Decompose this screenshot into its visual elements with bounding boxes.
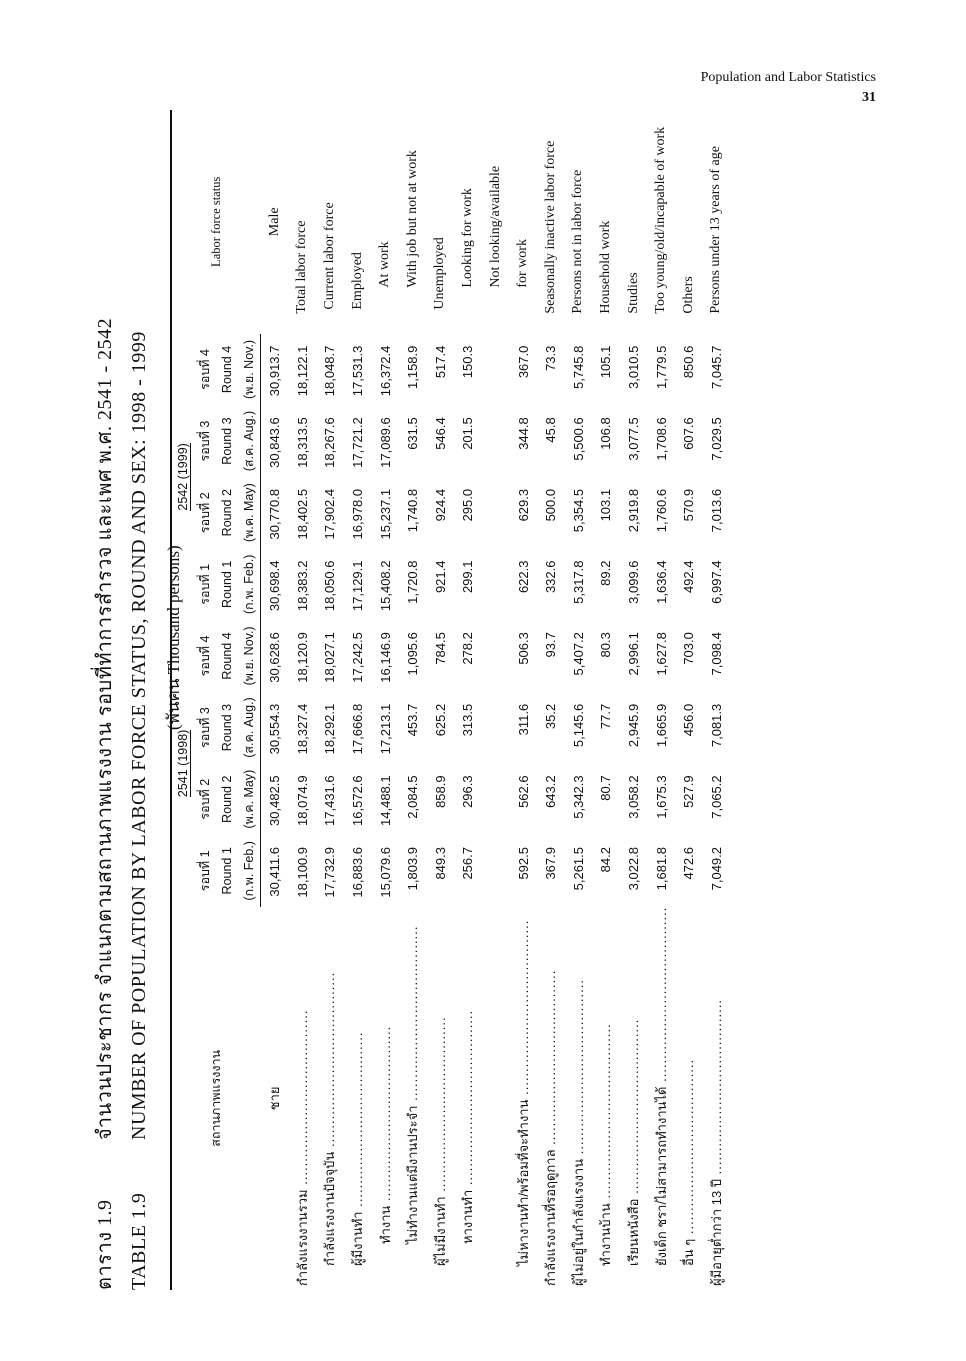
cell-value: 105.1 [598,345,614,379]
row-label-thai: กำลังแรงงานที่รอฤดูกาล ..... [537,907,565,1290]
cell-value [482,405,510,477]
row-label-eng: Unemployed [432,237,448,310]
table-row [289,110,317,1290]
table-row [454,110,482,1290]
cell-value: 453.7 [405,703,421,737]
cell-value: 1,636.4 [653,560,669,604]
cell-value: 16,572.6 [350,775,366,826]
cell-value: 625.2 [432,703,448,737]
col-head-round-eng-2: Round 2 [220,775,234,823]
cell-value: 5,354.5 [570,488,586,533]
cell-value: 17,129.1 [350,560,366,612]
cell-value: 18,402.5 [294,488,310,540]
cell-value: 80.3 [598,632,614,658]
table-row [427,110,455,1290]
col-head-round-eng-1: Round 1 [220,847,234,895]
cell-value: 30,482.5 [267,775,283,826]
cell-value: 14,488.1 [377,775,393,826]
cell-value: 18,122.1 [294,345,310,397]
cell-value: 295.0 [460,488,476,522]
col-head-round-thai-4: รอบที่ 4 [198,635,212,677]
cell-value: 924.4 [432,488,448,522]
cell-value: 201.5 [460,417,476,450]
row-label-thai: ผู้ไม่มีงานทำ ..... [427,907,455,1290]
cell-value: 456.0 [681,703,697,737]
cell-value: 313.5 [460,703,476,737]
col-head-round-eng-8: Round 4 [220,345,234,394]
table-row [371,110,399,1290]
col-head-months-7: (ส.ค. Aug.) [238,405,261,477]
cell-value: 7,045.7 [708,345,724,389]
cell-value: 2,996.1 [626,632,642,676]
cell-value: 517.4 [432,345,448,379]
col-head-round-eng-4: Round 4 [220,632,234,680]
row-label-eng: Total labor force [294,220,310,314]
cell-value: 103.1 [598,488,614,522]
row-label-eng: Persons under 13 years of age [708,146,724,314]
row-label-thai: ไม่ทำงานแต่มีงานประจำ ..... [399,907,427,1290]
cell-value: 631.5 [405,417,421,450]
cell-value: 17,732.9 [322,847,338,898]
cell-value [482,692,510,764]
cell-value: 5,745.8 [570,345,586,389]
cell-value: 472.6 [681,847,697,880]
title-thai: ตาราง 1.9จำนวนประชากร จำแนกตามสถานภาพแรงงาน รอบที่ทำการสำรวจ และเพศ พ.ศ. 2541 - 2542 [94,317,116,1290]
cell-value: 7,049.2 [708,847,724,891]
cell-value: 3,077.5 [626,417,642,461]
cell-value: 15,079.6 [377,847,393,898]
cell-value: 7,065.2 [708,775,724,819]
cell-value: 858.9 [432,775,448,808]
cell-value: 562.6 [515,775,531,808]
cell-value: 16,146.9 [377,632,393,683]
cell-value: 77.7 [598,703,614,730]
cell-value: 6,997.4 [708,560,724,604]
col-head-eng: Labor force status [208,176,223,267]
row-label-eng: Household work [597,220,613,314]
cell-value: 1,158.9 [405,345,421,389]
col-head-round-eng-7: Round 3 [220,417,234,465]
cell-value: 17,666.8 [350,703,366,755]
cell-value: 18,120.9 [294,632,310,683]
cell-value: 1,708.6 [653,417,669,461]
cell-value: 15,237.1 [377,488,393,540]
cell-value: 5,145.6 [570,703,586,748]
cell-value: 17,431.6 [322,775,338,826]
cell-value: 278.2 [460,632,476,665]
row-label-thai: ผู้มีงานทำ ..... [344,907,372,1290]
row-label-eng: At work [377,241,393,288]
cell-value: 17,213.1 [377,703,393,755]
cell-value: 89.2 [598,560,614,586]
cell-value: 17,089.6 [377,417,393,468]
cell-value: 18,074.9 [294,775,310,826]
cell-value: 18,383.2 [294,560,310,612]
cell-value: 256.7 [460,847,476,880]
row-label-eng: Current labor force [321,202,337,310]
row-label-eng: Male [266,207,282,237]
row-label-eng: Seasonally inactive labor force [542,140,558,314]
cell-value: 150.3 [460,345,476,379]
col-head-months-1: (ก.พ. Feb.) [238,835,261,907]
header-row-years [171,110,194,1290]
cell-value: 607.6 [681,417,697,450]
row-label-thai: ชาย [267,1086,283,1111]
col-head-months-4: (พ.ย. Nov.) [238,620,261,692]
cell-value: 30,843.6 [267,417,283,468]
col-head-months-2: (พ.ค. May) [238,763,261,835]
row-label-thai: ยังเด็ก ชรา/ไม่สามารถทำงานได้ ..... [647,907,675,1290]
cell-value: 18,100.9 [294,847,310,898]
cell-value: 7,013.6 [708,488,724,533]
cell-value: 1,665.9 [653,703,669,748]
cell-value: 18,292.1 [322,703,338,755]
cell-value: 7,098.4 [708,632,724,676]
table-row [482,110,510,1290]
cell-value [482,549,510,621]
col-head-round-thai-6: รอบที่ 2 [198,492,212,534]
cell-value: 3,099.6 [626,560,642,604]
cell-value: 80.7 [598,775,614,801]
cell-value: 5,261.5 [570,847,586,891]
cell-value: 1,681.8 [653,847,669,891]
cell-value: 2,084.5 [405,775,421,819]
col-head-round-thai-3: รอบที่ 3 [198,707,212,748]
cell-value: 1,803.9 [405,847,421,891]
col-head-round-eng-6: Round 2 [220,489,234,537]
cell-value: 18,327.4 [294,703,310,755]
cell-value: 84.2 [598,847,614,873]
cell-value: 299.1 [460,560,476,594]
cell-value: 921.4 [432,560,448,594]
row-label-thai: ไม่หางานทำ/พร้อมที่จะทำงาน ..... [509,907,537,1290]
cell-value: 784.5 [432,632,448,665]
cell-value: 30,770.8 [267,488,283,540]
cell-value: 5,500.6 [570,417,586,461]
cell-value: 500.0 [543,488,559,522]
cell-value: 622.3 [515,560,531,594]
col-head-year1: 2541 (1998) [176,729,190,798]
rotated-table-page [60,110,900,1290]
cell-value: 30,554.3 [267,703,283,755]
row-label-thai: ผู้มีอายุต่ำกว่า 13 ปี ..... [703,907,731,1290]
cell-value: 367.9 [543,847,559,880]
cell-value: 332.6 [543,560,559,594]
cell-value: 73.3 [543,345,559,371]
col-head-months-6: (พ.ค. May) [238,477,261,549]
cell-value [482,477,510,549]
col-head-months-3: (ส.ค. Aug.) [238,692,261,764]
table-row [592,110,620,1290]
cell-value: 7,081.3 [708,703,724,748]
cell-value: 849.3 [432,847,448,880]
cell-value: 296.3 [460,775,476,808]
page-header [701,68,876,108]
cell-value: 546.4 [432,417,448,450]
row-label-thai: หางานทำ ..... [454,907,482,1290]
col-head-year2: 2542 (1999) [176,443,190,511]
cell-value: 18,027.1 [322,632,338,683]
col-head-thai: สถานภาพแรงงาน [209,1049,224,1147]
col-head-round-thai-5: รอบที่ 1 [198,563,212,605]
col-head-round-thai-8: รอบที่ 4 [198,349,212,390]
cell-value: 1,720.8 [405,560,421,604]
row-label-eng: With job but not at work [404,150,420,288]
row-label-eng: Not looking/available [487,165,503,288]
cell-value: 17,902.4 [322,488,338,540]
cell-value: 506.3 [515,632,531,665]
cell-value: 35.2 [543,703,559,730]
section-title: Population and Labor Statistics [700,70,876,85]
cell-value: 1,779.5 [653,345,669,389]
cell-value: 17,531.3 [350,345,366,397]
col-head-round-thai-2: รอบที่ 2 [198,778,212,820]
cell-value: 45.8 [543,417,559,443]
table-body [261,110,731,1290]
cell-value: 18,313.5 [294,417,310,468]
cell-value [482,334,510,406]
cell-value: 344.8 [515,417,531,450]
cell-value: 15,408.2 [377,560,393,612]
col-head-round-eng-5: Round 1 [220,560,234,608]
labor-force-table [170,110,730,1290]
cell-value: 643.2 [543,775,559,808]
cell-value: 7,029.5 [708,417,724,461]
col-head-round-thai-1: รอบที่ 1 [198,850,212,892]
row-label-thai: กำลังแรงงานรวม ..... [289,907,317,1290]
cell-value: 3,010.5 [626,345,642,389]
cell-value [482,763,510,835]
row-label-thai: อื่น ๆ ..... [675,907,703,1290]
cell-value: 3,058.2 [626,775,642,819]
cell-value: 30,698.4 [267,560,283,612]
col-head-months-5: (ก.พ. Feb.) [238,549,261,621]
row-label-thai: กำลังแรงงานปัจจุบัน ..... [316,907,344,1290]
cell-value: 2,919.8 [626,488,642,533]
row-label-eng: Studies [625,272,641,314]
cell-value: 3,022.8 [626,847,642,891]
row-label-eng: Looking for work [459,188,475,288]
cell-value [482,835,510,907]
cell-value: 311.6 [515,703,531,736]
cell-value: 16,883.6 [350,847,366,898]
cell-value: 18,267.6 [322,417,338,468]
table-row [344,110,372,1290]
col-head-months-8: (พ.ย. Nov.) [238,334,261,406]
table-row [316,110,344,1290]
table-row [647,110,675,1290]
cell-value: 93.7 [543,632,559,658]
cell-value: 1,627.8 [653,632,669,676]
col-head-round-eng-3: Round 3 [220,703,234,752]
col-head-round-thai-7: รอบที่ 3 [198,420,212,462]
unit-label: (พันคน Thousand persons) [164,545,183,730]
cell-value: 16,978.0 [350,488,366,540]
cell-value: 367.0 [515,345,531,379]
cell-value: 1,760.6 [653,488,669,533]
cell-value: 592.5 [515,847,531,880]
cell-value: 5,407.2 [570,632,586,676]
cell-value: 5,317.8 [570,560,586,604]
cell-value: 492.4 [681,560,697,594]
table-row [509,110,537,1290]
title-english: TABLE 1.9NUMBER OF POPULATION BY LABOR FORCE STATUS, ROUND AND SEX: 1998 - 1999 [128,331,150,1290]
cell-value: 30,411.6 [267,847,283,897]
table-row [620,110,648,1290]
cell-value: 850.6 [681,345,697,379]
table-row [399,110,427,1290]
table-row [703,110,731,1290]
cell-value: 18,048.7 [322,345,338,397]
cell-value: 5,342.3 [570,775,586,819]
row-label-thai: ทำงานบ้าน ..... [592,907,620,1290]
cell-value: 16,372.4 [377,345,393,397]
cell-value: 629.3 [515,488,531,522]
row-label-eng: Others [680,276,696,314]
row-label-thai [482,907,510,1290]
cell-value: 30,628.6 [267,632,283,683]
table-row [565,110,593,1290]
table-row [537,110,565,1290]
cell-value: 1,095.6 [405,632,421,676]
table-row [261,110,289,1290]
cell-value: 2,945.9 [626,703,642,748]
cell-value: 1,740.8 [405,488,421,533]
row-label-thai: ผู้ไม่อยู่ในกำลังแรงงาน ..... [565,907,593,1290]
cell-value: 17,721.2 [350,417,366,468]
cell-value: 106.8 [598,417,614,450]
row-label-thai: ทำงาน ..... [371,907,399,1290]
page-number: 31 [862,90,876,105]
cell-value: 30,913.7 [267,345,283,397]
cell-value [482,620,510,692]
row-label-eng: for work [515,239,531,288]
cell-value: 17,242.5 [350,632,366,683]
row-label-eng: Persons not in labor force [570,169,586,314]
cell-value: 1,675.3 [653,775,669,819]
cell-value: 527.9 [681,775,697,808]
cell-value: 18,050.6 [322,560,338,612]
row-label-thai: เรียนหนังสือ ..... [620,907,648,1290]
cell-value: 570.9 [681,488,697,522]
row-label-eng: Too young/old/incapable of work [653,126,669,314]
cell-value: 703.0 [681,632,697,665]
row-label-eng: Employed [349,252,365,310]
table-row [675,110,703,1290]
